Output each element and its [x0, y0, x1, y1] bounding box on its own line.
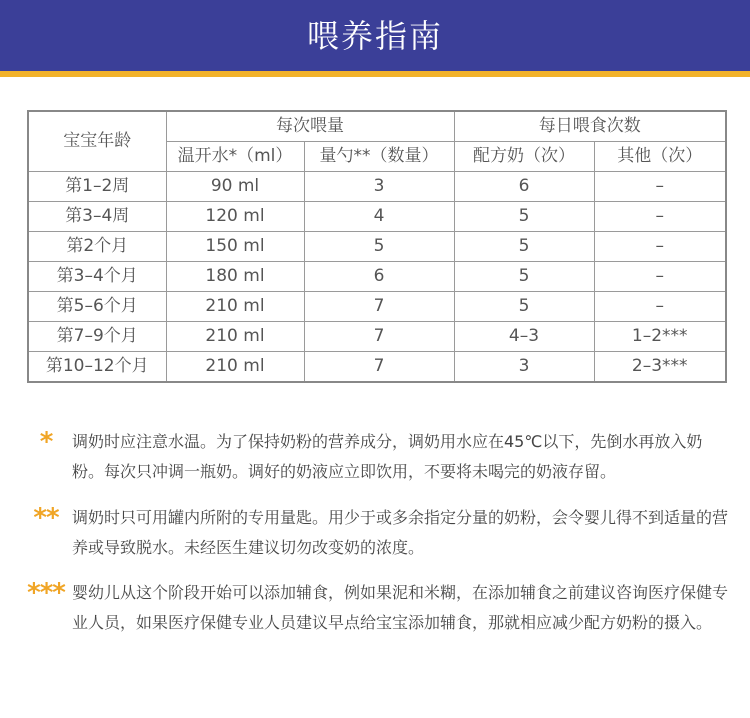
table-header-row: [28, 111, 726, 142]
age-cell: 第7–9个月: [28, 322, 166, 352]
age-cell: 第2个月: [28, 232, 166, 262]
title-banner: [0, 0, 750, 77]
scoop-header: 量勺**（数量）: [304, 142, 454, 172]
formula-header: 配方奶（次）: [454, 142, 594, 172]
formula-cell: 6: [454, 172, 594, 202]
scoop-cell: 4: [304, 202, 454, 232]
table-row: [28, 292, 726, 322]
daily-feeds-header: 每日喂食次数: [454, 111, 726, 142]
other-cell: –: [594, 202, 726, 232]
formula-cell: 5: [454, 262, 594, 292]
other-cell: –: [594, 172, 726, 202]
formula-cell: 3: [454, 352, 594, 383]
water-cell: 210 ml: [166, 352, 304, 383]
note-text: 婴幼儿从这个阶段开始可以添加辅食，例如果泥和米糊，在添加辅食之前建议咨询医疗保健专业人员，如果医疗保健专业人员建议早点给宝宝添加辅食，那就相应减少配方奶粉的摄入。: [72, 583, 729, 632]
water-cell: 180 ml: [166, 262, 304, 292]
age-cell: 第1–2周: [28, 172, 166, 202]
table-row: [28, 322, 726, 352]
note-water-temperature: [22, 427, 732, 487]
scoop-cell: 7: [304, 352, 454, 383]
water-header: 温开水*（ml）: [166, 142, 304, 172]
scoop-cell: 6: [304, 262, 454, 292]
note-text: 调奶时只可用罐内所附的专用量匙。用少于或多余指定分量的奶粉，会令婴儿得不到适量的营养或导致脱水。未经医生建议切勿改变奶的浓度。: [72, 508, 729, 557]
table-row: [28, 262, 726, 292]
other-cell: 2–3***: [594, 352, 726, 383]
table-row: [28, 202, 726, 232]
water-cell: 90 ml: [166, 172, 304, 202]
star-marker: ***: [27, 578, 65, 608]
other-cell: –: [594, 232, 726, 262]
star-marker: *: [39, 427, 53, 457]
note-text: 调奶时应注意水温。为了保持奶粉的营养成分，调奶用水应在45℃以下，先倒水再放入奶粉。每次只冲调一瓶奶。调好的奶液应立即饮用，不要将未喝完的奶液存留。: [72, 432, 703, 481]
table-row: [28, 232, 726, 262]
scoop-cell: 7: [304, 292, 454, 322]
water-cell: 150 ml: [166, 232, 304, 262]
age-cell: 第10–12个月: [28, 352, 166, 383]
star-marker: **: [33, 503, 59, 533]
other-cell: –: [594, 292, 726, 322]
table-row: [28, 352, 726, 383]
page-title: 喂养指南: [306, 17, 443, 55]
age-cell: 第5–6个月: [28, 292, 166, 322]
table-row: [28, 172, 726, 202]
other-cell: 1–2***: [594, 322, 726, 352]
scoop-cell: 7: [304, 322, 454, 352]
per-feed-header: 每次喂量: [166, 111, 454, 142]
age-cell: 第3–4个月: [28, 262, 166, 292]
formula-cell: 5: [454, 292, 594, 322]
scoop-cell: 3: [304, 172, 454, 202]
formula-cell: 4–3: [454, 322, 594, 352]
note-scoop: [22, 503, 732, 563]
other-cell: –: [594, 262, 726, 292]
age-header: 宝宝年龄: [28, 111, 166, 172]
formula-cell: 5: [454, 232, 594, 262]
water-cell: 120 ml: [166, 202, 304, 232]
age-cell: 第3–4周: [28, 202, 166, 232]
formula-cell: 5: [454, 202, 594, 232]
note-complementary-food: [22, 578, 732, 638]
feeding-table: [27, 110, 727, 383]
water-cell: 210 ml: [166, 322, 304, 352]
water-cell: 210 ml: [166, 292, 304, 322]
scoop-cell: 5: [304, 232, 454, 262]
other-header: 其他（次）: [594, 142, 726, 172]
